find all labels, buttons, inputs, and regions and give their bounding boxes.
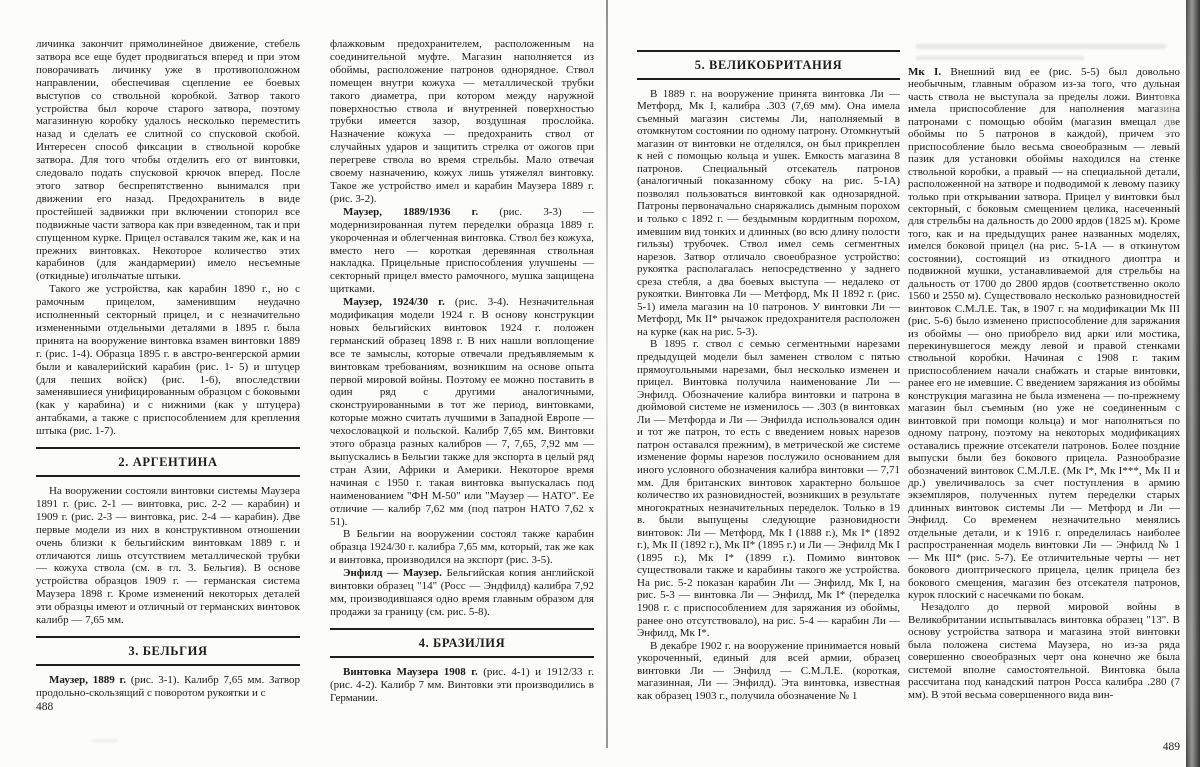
para-mauser-1924-30-text: (рис. 3-4). Незначительная модификация модели 1924 г. В основу конструкции новых бельгийских винтовок 1924 г. положен германский образец 1898 г. В них нашли воплощение все те замыслы, которые отвечали предъявляемым к винтовкам требованиям, возникшим на основе опыта первой мировой войны. Поэтому ее можно поставить в один ряд с другими аналогичными, сконструированными в тот же период, винтовками, которые можно считать лучшими в Западной Европе — чехословацкой и польской. Калибр 7,65 мм. Винтовки этого образца разных калибров — 7, 7,65, 7,92 мм — выпускались в Бельгии также для экспорта в целый ряд стран Азии, Африки и Америки. Некоторое время начиная с 1950 г. такая винтовка выпускалась под наименованием "ФН М-50" или "Маузер — НАТО". Ее отличие — калибр 7,62 мм (под патрон НАТО 7,62 х 51). <box>330 296 594 528</box>
para-barrel-jacket-continuation: флажковым предохранителем, расположенным на соединительной муфте. Магазин наполняется из обоймы, расположение патронов однорядное. Ствол помещен внутри кожуха — металлической трубки такого диаметра, при котором между наружной поверхностью ствола и внутренней поверхностью трубки имеется зазор, воздушная прослойка. Назначение кожуха — предохранить ствол от случайных ударов и защитить стрелка от ожогов при перегреве ствола во время стрельбы. Мало отвечая своему назначению, кожух лишь утяжелял винтовку. Такое же устройство имел и карабин Маузера 1889 г. (рис. 3-2). <box>330 38 594 205</box>
para-lee-enfield: В 1895 г. ствол с семью сегментными нарезами предыдущей модели был заменен стволом с пятью прямоугольными нарезами, был несколько изменен и прицел. Винтовка получила наименование Ли — Энфилд. Обозначение калибра винтовки и патрона в дюймовой системе не изменилось — .303 (в винтовках Ли — Метфорда и Ли — Энфилда использовался один и тот же патрон, то есть с введением новых нарезов патрон оставался прежним), в метрической же системе изменение формы нарезов послужило основанием для иного условного обозначения калибра винтовки — 7,71 мм. Для британских винтовок характерно большое количество их разновидностей, возникших в результате многократных незначительных переделок. Только в 19 в. были выпущены следующие разновидности винтовок: Ли — Метфорд, Мк I (1888 г.), Мк I* (1892 г.), Мк II (1892 г.), Мк II* (1895 г.) и Ли — Энфилд Мк I (1895 г.), Мк I* (1899 г.). Помимо винтовок существовали также и карабины такого же устройства. На рис. 5-2 показан карабин Ли — Энфилд, Мк I, на рис. 5-3 — винтовка Ли — Энфилд, Мк I* (переделка 1908 г. с приспособлением для заряжания из обоймы, ранее оно отсутствовало), на рис. 5-4 — карабин Ли — Энфилд, Мк I*. <box>637 338 900 640</box>
section-heading-belgium: 3. БЕЛЬГИЯ <box>36 636 300 666</box>
scan-artifact <box>1158 96 1174 134</box>
page-number-489: 489 <box>1162 741 1180 753</box>
para-pattern-13: Незадолго до первой мировой войны в Великобритании испытывалась винтовка образец "13". В основу устройства затвора и магазина этой винтовки была положена система Маузера, но из-за ряда совершенно своеобразных черт она конечно же была системой вполне самостоятельной. Винтовка была рассчитана под канадский патрон Росса калибра .280 (7 мм). В этой весьма совершенного вида вин- <box>908 601 1180 701</box>
section-heading-great-britain: 5. ВЕЛИКОБРИТАНИЯ <box>637 50 900 80</box>
page-number-488: 488 <box>36 701 54 713</box>
scan-edge-shadow <box>1186 0 1200 767</box>
para-enfield-mauser-text: Бельгийская копия английской винтовки образец "14" (Росс — Эндфилд) калибра 7,92 мм, производившаяся одно время главным образом для продажи за границу (см. рис. 5-8). <box>330 567 594 618</box>
para-lee-metford: В 1889 г. на вооружение принята винтовка Ли — Метфорд, Мк I, калибра .303 (7,69 мм). Она имела съемный магазин системы Ли, наполняемый в отомкнутом состоянии по одному патрону. Отомкнутый магазин от винтовки не отделялся, он был прикреплен к ней с помощью кольца и ушек. Емкость магазина 8 патронов. Специальный отсекатель патронов (аналогичный показанному сбоку на рис. 5-1А) позволял пользоваться винтовкой как однозарядной. Патроны первоначально снаряжались дымным порохом и только с 1892 г. — бездымным кордитным порохом, имевшим вид тонких и длинных (во всю длину полости гильзы) трубочек. Ствол имел семь сегментных нарезов. Затвор отличало своеобразное устройство: рукоятка располагалась непосредственно у заднего среза стебля, а два боевых выступа — недалеко от рукоятки. Винтовка Ли — Метфорд, Мк II 1892 г. (рис. 5-1) имела магазин на 10 патронов. У винтовки Ли — Метфорд, Мк II* рычажок предохранителя расположен на курке (как на рис. 5-3). <box>637 87 900 338</box>
para-mauser-1924-30-lead: Маузер, 1924/30 г. <box>343 296 445 309</box>
right-page-column-1 <box>637 50 900 744</box>
para-brazil-text: (рис. 4-1) и 1912/33 г. (рис. 4-2). Калибр 7 мм. Винтовки эти производились в Германии. <box>330 665 594 704</box>
para-mauser-1889-1936-text: (рис. 3-3) — модернизированная путем переделки образца 1889 г. укороченная и облегченная винтовка. Ствол без кожуха, вместо него — короткая деревянная ствольная накладка. Прицельные приспособления улучшены — секторный прицел вместо рамочного, мушка защищена щитками. <box>330 205 594 296</box>
scan-artifact <box>916 56 1084 60</box>
para-enfield-mauser-lead: Энфилд — Маузер. <box>343 567 442 580</box>
para-bolt-action-continuation: личинка закончит прямолинейное движение, стебель затвора все еще будет продвигаться вперед и при этом поворачивать личинку уже в противоположном направлении, обеспечивая сцепление ее боевых выступов со ствольной коробкой. Затвор такого устройства был короче старого затвора, поэтому магазинную коробку удалось несколько переместить назад и сделать ее слитной со спусковой скобой. Интересен способ фиксации в ствольной коробке затвора. Для того чтобы отделить его от винтовки, следовало подать спусковой крючок вперед. После этого затвор беспрепятственно вынимался при движении его назад. Предохранитель в виде простейшей задвижки при включении стопорил все подвижные части затвора как при взведенном, так и при спущенном курке. Прицел оставался таким же, как и на прежних винтовках. Некоторое количество этих карабинов (для жандармерии) имело несъемные (откидные) игольчатые штыки. <box>36 38 300 283</box>
para-smle-mk1-lead: Мк I. <box>908 66 942 78</box>
para-argentina: На вооружении состояли винтовки системы Маузера 1891 г. (рис. 2-1 — винтовка, рис. 2-2 — карабин) и 1909 г. (рис. 2-3 — винтовка, рис. 2-4 — карабин). Две первые модели из них в конструктивном отношении очень близки к бельгийским винтовкам 1889 г. и отличаются лишь отсутствием металлической трубки — кожуха ствола (см. в гл. 3. Бельгия). В основе устройства образцов 1909 г. — германская система Маузера 1898 г. Кроме изменений некоторых деталей эти образцы имеют и отличный от германских винтовок калибр — 7,65 мм. <box>36 485 300 627</box>
section-heading-brazil: 4. БРАЗИЛИЯ <box>330 628 594 658</box>
para-smle-mk1-text: Внешний вид ее (рис. 5-5) был довольно необычным, главным образом из-за того, что дульная часть ствола не выступала за пределы ложи. Винтовка имела приспособление для наполнения магазина патронами с помощью обойм (магазин вмещал две обоймы по 5 патронов в каждой), причем это приспособление было весьма своеобразным — левый пазик для установки обоймы находился на стенке ствольной коробки, а правый — на специальной детали, расположенной на затворе и подводимой к левому пазику только при открывании затвора. Прицел у винтовки был секторный, с боковым смещением целика, насеченный для стрельбы на дальность до 2000 ярдов (1825 м). Кроме того, как и на предыдущих ранее названных моделях, имелся боковой прицел (на рис. 5-1А — в откинутом состоянии), состоящий из откидного диоптра и подвижной мушки, устанавливаемой для стрельбы на дальность от 1700 до 2800 ярдов (соответственно около 1560 и 2550 м). Существовало несколько разновидностей винтовок С.М.Л.Е. Так, в 1907 г. на модификации Мк III (рис. 5-6) было изменено приспособление для заряжания из обоймы — оно приобрело вид арки или мостика, перекинувшегося между левой и правой стенками ствольной коробки. Начиная с 1908 г. таким приспособлением начали снабжать и старые винтовки, ранее его не имевшие. С введением заряжания из обоймы конструкция магазина не была изменена — по-прежнему магазин был съемным (но уже не соединенным с винтовкой при помощи кольца) и мог наполняться по одному патрону, поэтому на некоторых модификациях оставались прежние отсекатели патронов. Более поздние выпуски были без бокового прицела. Разнообразие обозначений винтовок С.М.Л.Е. (Мк I*, Мк I***, Мк II и др.) увеличивалось за счет поступления в армию экземпляров, полученных путем переделки старых длинных винтовок системы Ли — Метфорд и Ли — Энфилд. Со временем незначительно менялись отдельные детали, и к 1916 г. определилась наиболее распространенная модель винтовки Ли — Энфилд № 1 — Мк III* (рис. 5-7). Ее отличительные черты — нет бокового диоптрического прицела, целик прицела без бокового смещения, магазин без отсекателя патронов, курок плоский с насечками по бокам. <box>908 66 1180 602</box>
section-heading-argentina: 2. АРГЕНТИНА <box>36 447 300 477</box>
scan-artifact <box>916 44 1166 49</box>
para-smle-mk1 <box>908 66 1180 601</box>
para-smle-1902: В декабре 1902 г. на вооружение принимается новый укороченный, единый для всей армии, образец винтовки Ли — Энфилд — С.М.Л.Е. (короткая, магазинная, Ли — Энфилд). Эта винтовка, известная как образец 1903 г., получила обозначение № 1 <box>637 639 900 702</box>
para-brazil-lead: Винтовка Маузера 1908 г. <box>343 665 478 678</box>
para-mauser-1889-text: (рис. 3-1). Калибр 7,65 мм. Затвор продольно-скользящий с поворотом рукоятки и с <box>36 673 300 699</box>
para-mauser-1889-lead: Маузер, 1889 г. <box>49 673 127 686</box>
para-model-1895: Такого же устройства, как карабин 1890 г., но с рамочным прицелом, заменившим неудачно исполненный секторный прицел, и с незначительно измененными отдельными деталями в 1895 г. была принята на вооружение винтовка взамен винтовки 1889 г. (рис. 1-4). Образца 1895 г. в австро-венгерской армии были и кавалерийский карабин (рис. 1- 5) и штуцер (для пеших войск) (рис. 1-6), впоследствии заменявшиеся унифицированным образцом с боковыми (как у карабина) и с нижними (как у штуцера) антабками, а также с приспособлением для крепления штыка (рис. 1-7). <box>36 283 300 438</box>
para-mauser-1889-1936-lead: Маузер, 1889/1936 г. <box>343 205 479 218</box>
book-spine-line <box>606 0 608 748</box>
para-belgian-carbine-export: В Бельгии на вооружении состоял также карабин образца 1924/30 г. калибра 7,65 мм, который, так же как и винтовка, производился на экспорт (рис. 3-5). <box>330 528 594 567</box>
right-page-column-2 <box>908 66 1180 748</box>
scan-artifact <box>92 739 118 742</box>
